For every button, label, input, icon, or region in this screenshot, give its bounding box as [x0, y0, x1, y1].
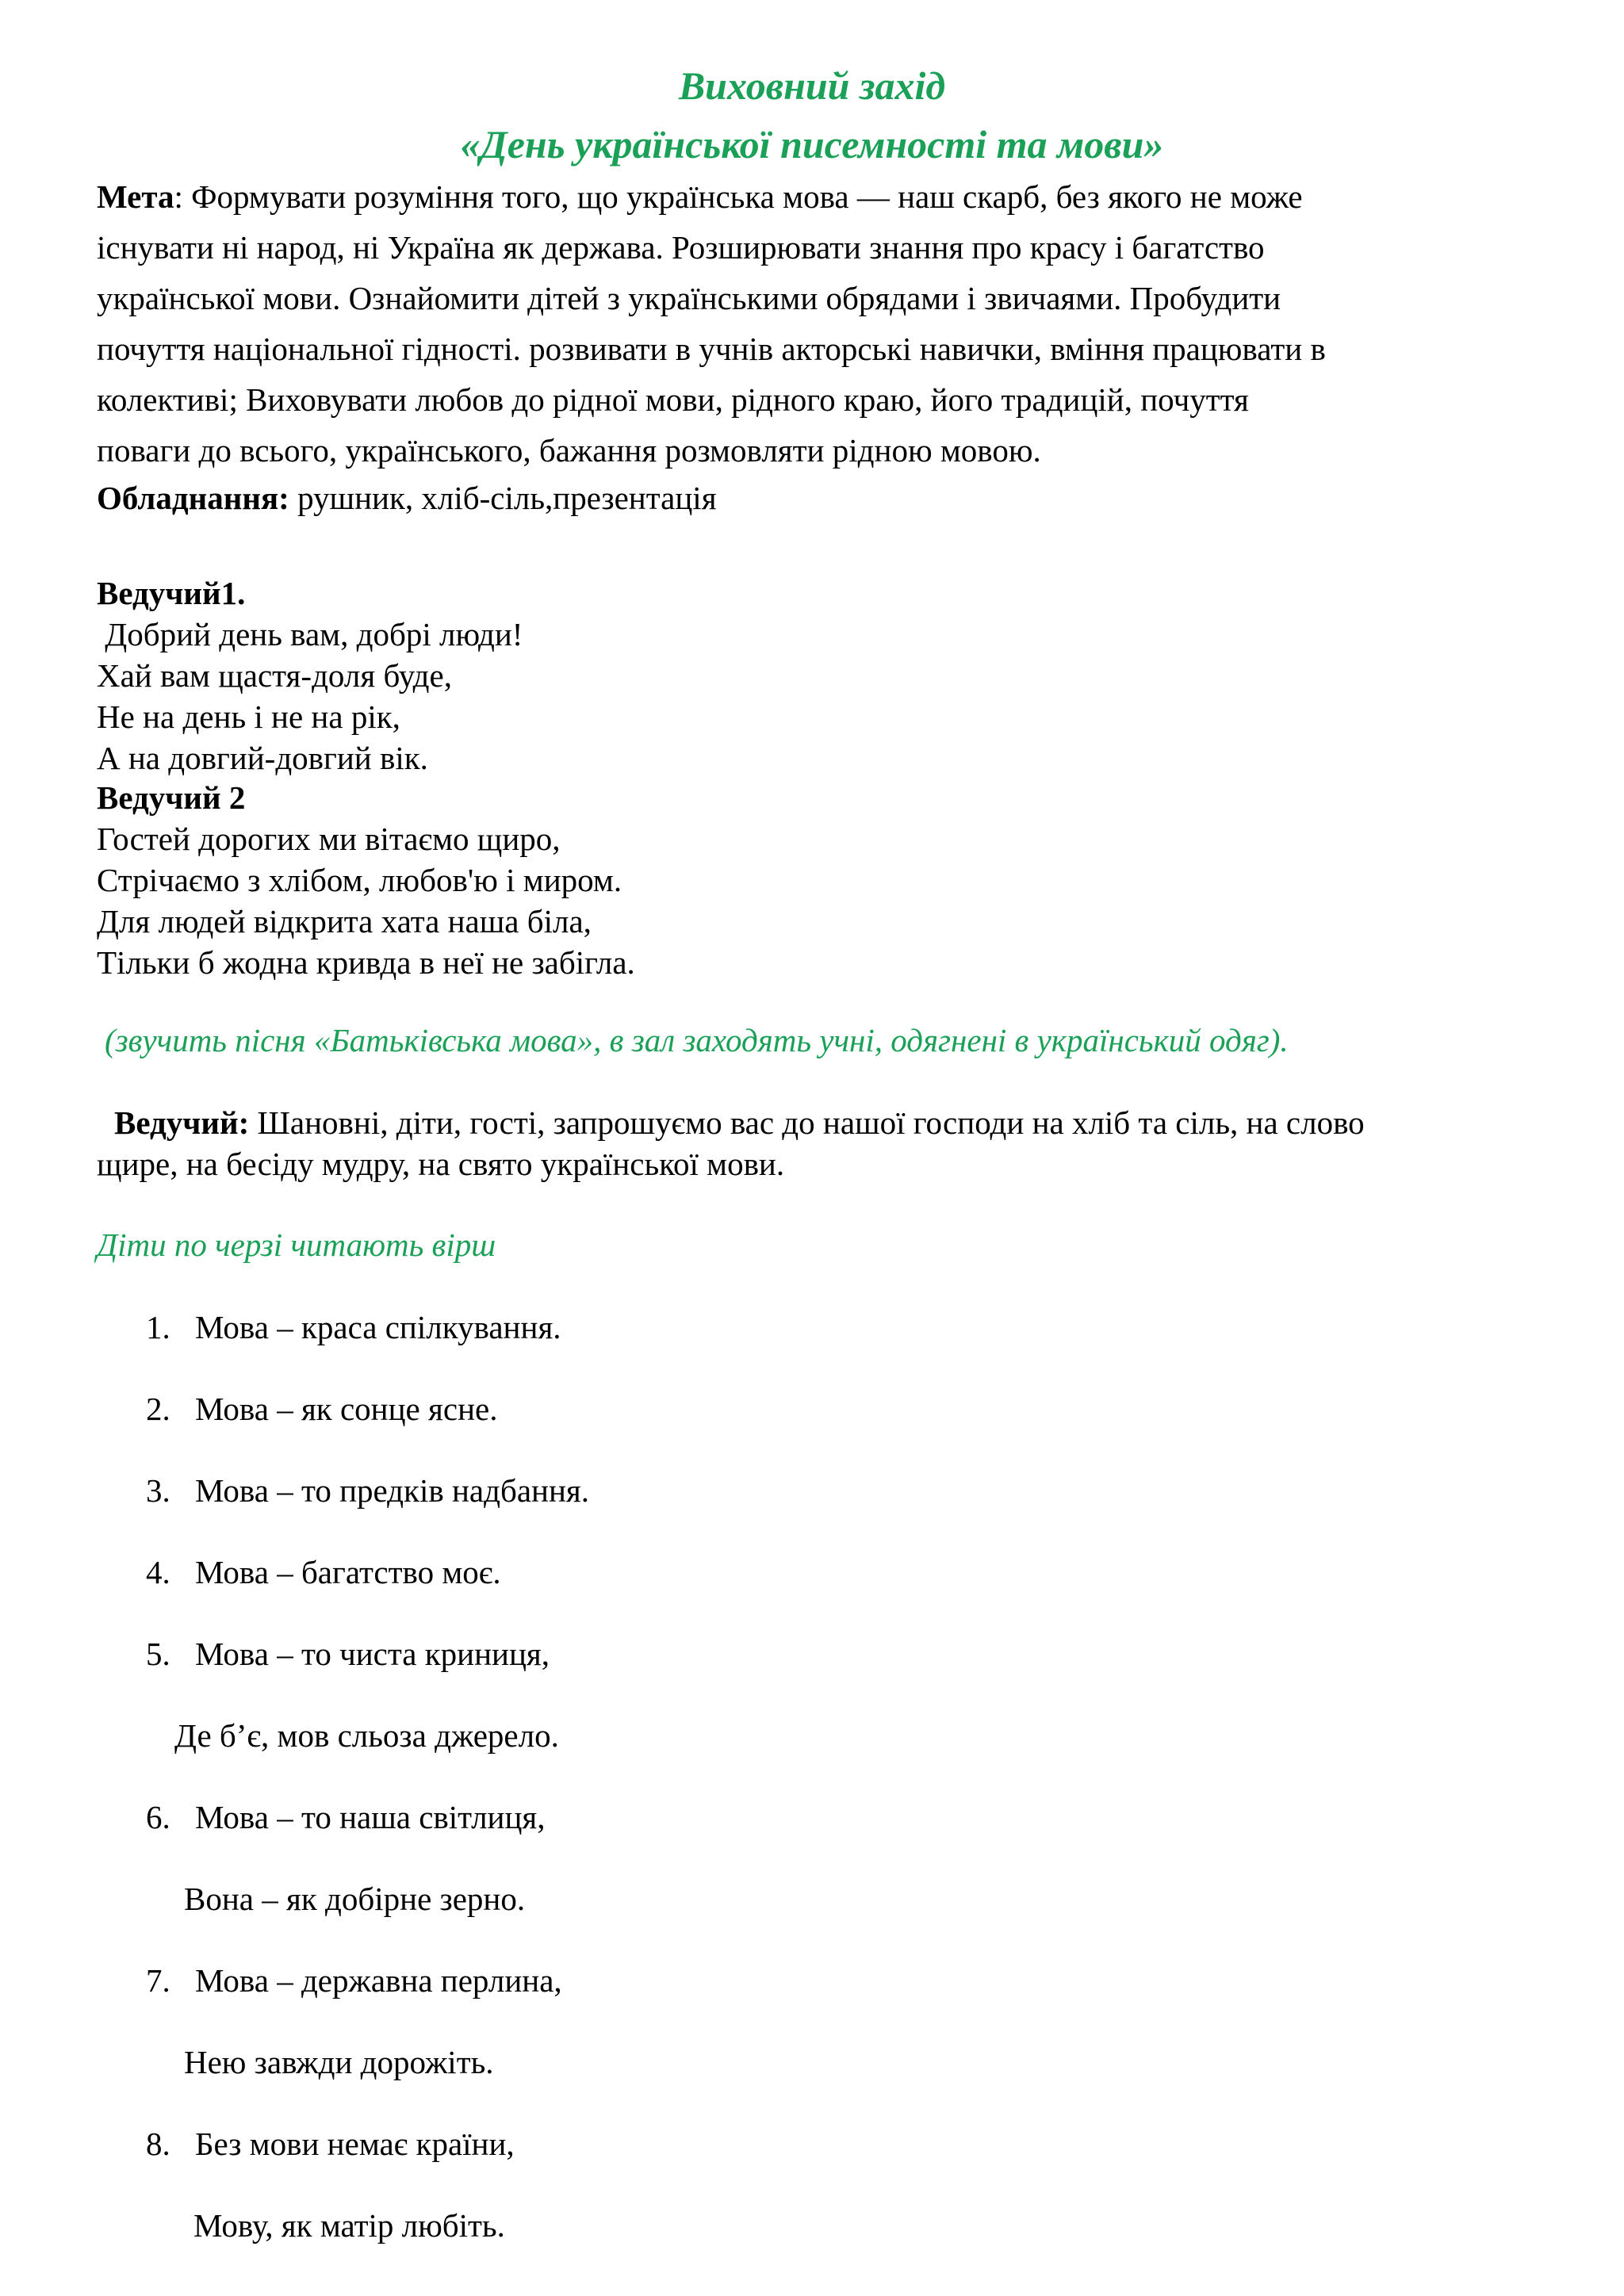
goal-text: : Формувати розуміння того, що українська мова — наш скарб, без якого не може — [174, 178, 1303, 215]
poem-continuation: Мову, як матір любіть. — [193, 2207, 505, 2244]
host1-line-2: Хай вам щастя-доля буде, — [97, 657, 452, 694]
poem-item — [146, 1470, 589, 1511]
poem-number: 6. — [146, 1799, 170, 1835]
equipment-label: Обладнання: — [97, 480, 289, 516]
goal-line-5: колективі; Виховувати любов до рідної мови, рідного краю, його традицій, почуття — [97, 381, 1249, 418]
poem-number: 7. — [146, 1962, 170, 1999]
poem-item — [146, 1960, 562, 2001]
poem-number: 2. — [146, 1391, 170, 1427]
poem-item — [146, 1388, 497, 1429]
equipment-text: рушник, хліб-сіль,презентація — [289, 480, 717, 516]
children-note: Діти по черзі читають вірш — [97, 1226, 496, 1263]
host2-label: Ведучий 2 — [97, 779, 246, 816]
stage-direction: (звучить пісня «Батьківська мова», в зал заходять учні, одягнені в український одяг). — [105, 1022, 1289, 1058]
poem-number: 8. — [146, 2126, 170, 2162]
host2-line-4: Тільки б жодна кривда в неї не забігла. — [97, 944, 635, 981]
poem-text: Мова – то наша світлиця, — [195, 1799, 546, 1835]
host2-line-3: Для людей відкрита хата наша біла, — [97, 903, 592, 939]
poem-continuation: Вона – як добірне зерно. — [184, 1881, 526, 1917]
host2-line-2: Стрічаємо з хлібом, любов'ю і миром. — [97, 862, 622, 898]
poem-number: 5. — [146, 1636, 170, 1672]
host1-line-1: Добрий день вам, добрі люди! — [97, 616, 523, 652]
poem-text: Мова – то чиста криниця, — [195, 1636, 550, 1672]
poem-text: Мова – краса спілкування. — [195, 1309, 561, 1345]
host2-line-1: Гостей дорогих ми вітаємо щиро, — [97, 821, 561, 857]
poem-item — [146, 1797, 546, 1838]
title-line-1: Виховний захід — [678, 63, 946, 108]
goal-label: Мета — [97, 178, 174, 215]
poem-text: Без мови немає країни, — [195, 2126, 515, 2162]
poem-text: Мова – багатство моє. — [195, 1554, 501, 1590]
poem-text: Мова – як сонце ясне. — [195, 1391, 498, 1427]
poem-item — [146, 1633, 550, 1674]
goal-line-1 — [97, 176, 1303, 217]
poem-text: Мова – державна перлина, — [195, 1962, 562, 1999]
poem-item — [146, 2123, 515, 2164]
host1-line-3: Не на день і не на рік, — [97, 698, 400, 735]
host1-line-4: А на довгий-довгий вік. — [97, 740, 428, 776]
poem-number: 4. — [146, 1554, 170, 1590]
poem-number: 1. — [146, 1309, 170, 1345]
equipment-line — [97, 477, 717, 519]
goal-line-2: існувати ні народ, ні Україна як держава. Розширювати знання про красу і багатство — [97, 229, 1265, 266]
poem-continuation: Де б’є, мов сльоза джерело. — [174, 1717, 559, 1754]
host-line-2: щире, на бесіду мудру, на свято української мови. — [97, 1146, 785, 1182]
poem-item — [146, 1307, 561, 1348]
host-line-1 — [114, 1102, 1365, 1143]
goal-line-4: почуття національної гідності. розвивати в учнів акторські навички, вміння працювати в — [97, 331, 1326, 367]
host-text: Шановні, діти, гості, запрошуємо вас до нашої господи на хліб та сіль, на слово — [249, 1104, 1365, 1141]
poem-item — [146, 1552, 501, 1593]
poem-number: 3. — [146, 1472, 170, 1509]
poem-continuation: Нею завжди дорожіть. — [184, 2044, 494, 2080]
goal-line-6: поваги до всього, українського, бажання розмовляти рідною мовою. — [97, 432, 1041, 469]
poem-text: Мова – то предків надбання. — [195, 1472, 590, 1509]
host-label: Ведучий: — [114, 1104, 250, 1141]
goal-line-3: української мови. Ознайомити дітей з українськими обрядами і звичаями. Пробудити — [97, 280, 1281, 316]
title-line-2: «День української писемності та мови» — [460, 122, 1164, 166]
host1-label: Ведучий1. — [97, 575, 246, 611]
